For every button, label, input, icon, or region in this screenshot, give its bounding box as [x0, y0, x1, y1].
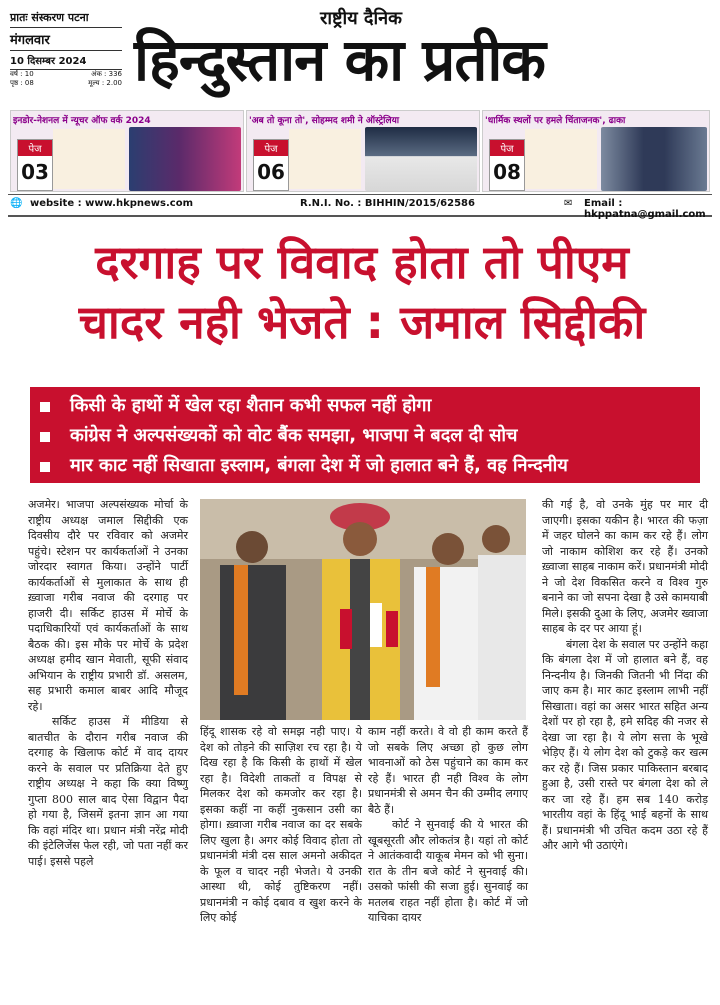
paragraph: सर्किट हाउस में मीडिया से बातचीत के दौरान गरीब नवाज की दरगाह के खिलाफ कोर्ट में वाद दायर करने के सवाल पर प्रतिक्रिया देते हुए राष्ट्रीय अध्यक्ष ने कहा कि क्या विष्णु गुप्ता 800 साल बाद ऐसा विद्वान पैदा हो गया है, जिसमें इतना ज्ञान आ गया कि वहां मंदिर था। प्रधान मंत्री नरेंद्र मोदी की इंटेलिजेंस फेल रही, जो पता नहीं कर पाई। इससे पहले — [28, 715, 188, 868]
article-column-4 — [542, 497, 708, 854]
article-column-1 — [28, 497, 188, 869]
highlights-box — [30, 387, 700, 483]
promo-page-03[interactable] — [10, 110, 244, 192]
edition-date: 10 दिसम्बर 2024 — [10, 51, 122, 70]
promo-photo — [601, 127, 707, 191]
website-text[interactable]: website : www.hkpnews.com — [30, 198, 193, 209]
paragraph: काम नहीं करते। वे वो ही काम करते हैं जो सबके लिए अच्छा हो कुछ लोग भावनाओं को ठेस पहुंचाने का काम कर रहे हैं। भारत ही नही विश्व के लोग प्रधानमंत्री से अमन चैन की उम्मीद लगाए बैठे हैं। — [368, 725, 528, 816]
edition-day: मंगलवार — [10, 28, 122, 51]
page-badge: पेज 08 — [489, 139, 525, 191]
newspaper-title: हिन्दुस्तान का प्रतीक — [134, 26, 545, 94]
paragraph: हिंदू शासक रहे वो समझ नही पाए। ये देश को तोड़ने की साज़िश रच रहा है। ये दिख रहा है कि किसी के हाथों में खेल रहा है। विदेशी ताकतों व विपक्ष से मिलकर देश को कमजोर कर रहा है। इसका कहीं ना कहीं नुकसान उसी का होगा। ख़्वाजा गरीब नवाज का दर सबके लिए खुला है। अगर कोई विवाद होता तो प्रधानमंत्री मंत्री दस साल अमनो अकीदत के फूल व चादर नही भेजते। ये उनकी आस्था थी, कोई तुष्टिकरण नहीं। प्रधानमंत्री न कोई दबाव व खुश करने के लिए कोई — [200, 725, 362, 924]
promo-text-block — [53, 129, 125, 189]
promo-title: इनडोर-नेशनल में न्यूचर ऑफ वर्क 2024 — [13, 116, 151, 126]
mulya: मूल्य : 2.00 — [88, 79, 122, 88]
promo-text-block — [289, 129, 361, 189]
varsh: वर्ष : 10 — [10, 70, 34, 78]
promo-page-06[interactable] — [246, 110, 480, 192]
headline-line-2: चादर नही भेजते : जमाल सिद्दीकी — [78, 295, 646, 349]
promo-text-block — [525, 129, 597, 189]
mail-icon: ✉ — [564, 198, 573, 209]
highlight-item: कांग्रेस ने अल्पसंख्यकों को वोट बैंक समझा, भाजपा ने बदल दी सोच — [30, 421, 700, 451]
promo-page-08[interactable] — [482, 110, 710, 192]
highlight-item: किसी के हाथों में खेल रहा शैतान कभी सफल नहीं होगा — [30, 391, 700, 421]
rni-text: R.N.I. No. : BIHHIN/2015/62586 — [300, 198, 475, 209]
masthead-tagline: राष्ट्रीय दैनिक — [320, 8, 402, 29]
highlight-item: मार काट नहीं सिखाता इस्लाम, बंगला देश में जो हालात बने हैं, वह निन्दनीय — [30, 451, 700, 481]
edition-name: प्रातः संस्करण पटना — [10, 8, 122, 28]
news-photo — [200, 499, 526, 720]
page-badge: पेज 06 — [253, 139, 289, 191]
headline — [12, 232, 712, 352]
email-text[interactable]: Email : hkppatna@gmail.com — [584, 198, 706, 220]
article-column-2 — [200, 724, 362, 926]
headline-line-1: दरगाह पर विवाद होता तो पीएम — [95, 235, 629, 289]
paragraph: की गई है, वो उनके मुंह पर मार दी जाएगी। इसका यकीन है। भारत की फज़ा में जहर घोलने का काम कर रहे हैं। लोग जो नाकाम कोशिश कर रहे हैं। उनको ख़्वाजा साहब नाकाम करें। प्रधानमंत्री मोदी ने जो देश विकसित करने व विश्व गुरु बनाने का जो सपना देखा है उसे कामयाबी मिले। इसकी दुआ के लिए, अजमेर ख्वाजा साहब के दर पर आया हूं। — [542, 498, 708, 635]
prishth: पृष्ठ : 08 — [10, 79, 34, 88]
globe-icon: 🌐 — [10, 198, 23, 209]
paragraph: बंगला देश के सवाल पर उन्होंने कहा कि बंगला देश में जो हालात बने हैं, वह निन्दनीय है। जिनकी जितनी भी निंदा की जाए कम है। मार काट इस्लाम लाभी नहीं सिखाता। वहां का असर भारत सहित अन्य देशों पर हो रहा है, हमे सदिह की नजर से देखा जा रहा है। ये लोग सत्ता के भूखे भेड़िए हैं। ये लोग देश को टुकड़े कर खत्म कर रहे हैं। जिस प्रकार पाकिस्तान बरबाद हुआ है, उसी रास्ते पर बंगला देश को ले कर जा रहे हैं। हम सब 140 करोड़ भारतीय वहां के हिंदू भाई बहनों के साथ हैं। प्रधानमंत्री भी उचित कदम उठा रहे हैं और आगे भी उठाएंगे। — [542, 637, 708, 852]
page-badge: पेज 03 — [17, 139, 53, 191]
article-column-3 — [368, 724, 528, 926]
promo-photo — [365, 127, 477, 191]
promo-photo — [129, 127, 241, 191]
promo-title: 'धार्मिक स्थलों पर हमले चिंताजनक', ढाका — [485, 116, 626, 126]
paragraph: अजमेर। भाजपा अल्पसंख्यक मोर्चा के राष्ट्रीय अध्यक्ष जमाल सिद्दीकी एक दिवसीय दौरे पर रविवार को अजमेर पहुंचे। स्टेशन पर कार्यकर्ताओं ने उनका जोरदार स्वागत किया। उन्होंने पार्टी कार्यकर्ताओं से मुलाकात के साथ ही ख़्वाजा गरीब नवाज की दरगाह पर हाजरी दी। सर्किट हाउस में मोर्चे के पदाधिकारियों एवं कार्यकर्ताओं के साथ बैठक की। इस मौके पर मोर्चे के प्रदेश अध्यक्ष हमीद खान मेवाती, सूफी संवाद अभियान के राष्ट्रीय प्रभारी डॉ. असलम, सह प्रभारी कमाल बाबर आदि मौजूद रहे। — [28, 498, 188, 713]
paragraph: कोर्ट ने सुनवाई की ये भारत की खूबसूरती और लोकतंत्र है। यहां तो कोर्ट ने आतंकवादी याकूब मेमन को भी सुना। रात के तीन बजे कोर्ट ने सुनवाई की। उसको फांसी की सजा हुई। सुनवाई का मतलब राहत नहीं होता है। कोर्ट में जो याचिका दायर — [368, 818, 528, 924]
contact-strip — [8, 194, 712, 220]
promo-title: 'अब तो कूना तो', सोहम्मद शमी ने ऑस्ट्रेलिया — [249, 116, 400, 126]
ank: अंक : 336 — [91, 70, 122, 78]
edition-box — [10, 8, 122, 88]
